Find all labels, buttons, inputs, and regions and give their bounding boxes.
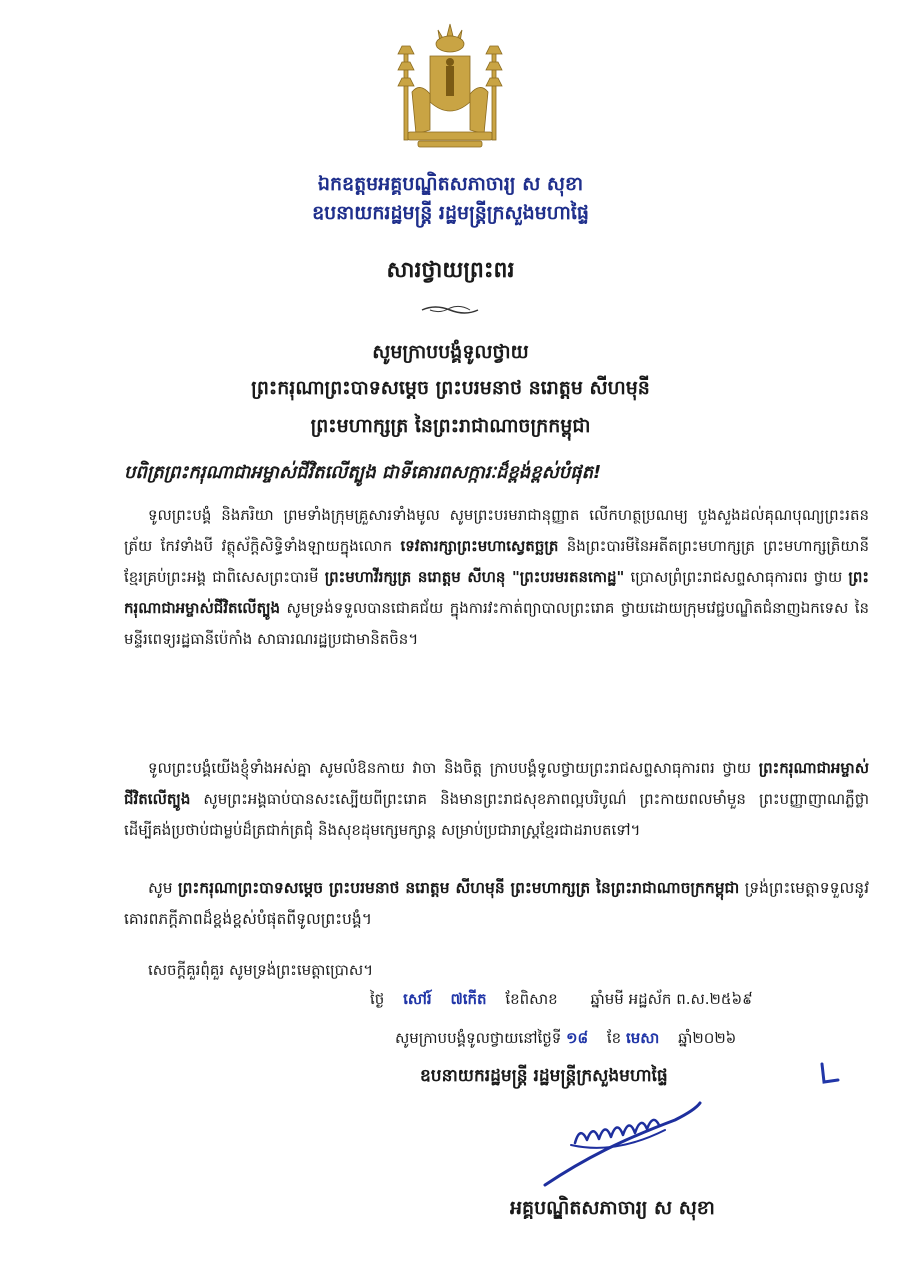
solar-date-month-label: ខែ bbox=[606, 1029, 622, 1047]
initial-mark-icon bbox=[818, 1060, 842, 1088]
lunar-date-year: ឆ្នាំមមី អដ្ឋស័ក ព.ស.២៥៦៩ bbox=[590, 990, 753, 1008]
signer-title: ឧបនាយករដ្ឋមន្ត្រី រដ្ឋមន្ត្រីក្រសួងមហាផ្ទៃ bbox=[420, 1066, 668, 1086]
paragraph-1-text-b: និងព្រះបារមីនៃអតីតព្រះមហាក្សត្រ ព្រះមហាក្សត្រិយានីខ្មែរគ្រប់ព្រះអង្គ ជាពិសេសព្រះបារមី bbox=[124, 537, 869, 586]
paragraph-closing bbox=[124, 955, 869, 986]
header-position: ឧបនាយករដ្ឋមន្ត្រី រដ្ឋមន្ត្រីក្រសួងមហាផ្ទៃ bbox=[312, 202, 589, 224]
document-title: សារថ្វាយព្រះពរ bbox=[386, 258, 515, 283]
addressee-kingdom: ព្រះមហាក្សត្រ នៃព្រះរាជាណាចក្រកម្ពុជា bbox=[310, 415, 591, 437]
paragraph-2 bbox=[124, 753, 869, 846]
solar-date-prefix: សូមក្រាបបង្គំទូលថ្វាយនៅថ្ងៃទី bbox=[395, 1029, 562, 1047]
paragraph-3-bold-a: ព្រះករុណាព្រះបាទសម្ដេច ព្រះបរមនាថ នរោត្តម សីហមុនី ព្រះមហាក្សត្រ នៃព្រះរាជាណាចក្រកម្ពុជា bbox=[178, 879, 740, 897]
salutation-line: សូមក្រាបបង្គំទូលថ្វាយ bbox=[372, 341, 529, 363]
paragraph-1-text-a: ទូលព្រះបង្គំ និងភរិយា ព្រមទាំងក្រុមគ្រួសារទាំងមូល សូមព្រះបរមរាជានុញ្ញាត លើកហត្ថប្រណម្យ បួងសួងដល់គុណបុណ្យព្រះរតនត្រ័យ កែវទាំងបី វត្ថុស័ក្តិសិទ្ធិទាំងឡាយក្នុងលោក bbox=[124, 506, 869, 555]
paragraph-3 bbox=[124, 873, 869, 935]
paragraph-3-text-b: ទ្រង់ព្រះមេត្តាទទួលនូវគោរពភក្ដីភាពដ៏ខ្ពង់ខ្ពស់បំផុតពីទូលព្រះបង្គំ។ bbox=[124, 879, 869, 928]
handwritten-signature bbox=[535, 1095, 705, 1195]
lunar-date-prefix: ថ្ងៃ bbox=[370, 990, 385, 1008]
lunar-date-month: ខែពិសាខ bbox=[505, 990, 558, 1008]
paragraph-3-text-a: សូម bbox=[148, 879, 179, 897]
paragraph-1-text-d: សូមទ្រង់ទទួលបានជោគជ័យ ក្នុងការវះកាត់ព្យាបាលព្រះរោគ ថ្វាយដោយក្រុមវេជ្ជបណ្ឌិតជំនាញឯកទេស នៃមន្ទីរពេទ្យរដ្ឋធានីប៉េកាំង សាធារណរដ្ឋប្រជាមានិតចិន។ bbox=[124, 599, 869, 648]
paragraph-1-text-c: ប្រោសព្រំព្រះរាជសព្ទសាធុការពរ ថ្វាយ bbox=[624, 568, 849, 586]
solar-date-line bbox=[395, 1029, 895, 1051]
paragraph-2-text-a: ទូលព្រះបង្គំយើងខ្ញុំទាំងអស់គ្នា សូមលំឱនកាយ វាចា និងចិត្ត ក្រាបបង្គំទូលថ្វាយព្រះរាជសព្ទសាធុការពរ ថ្វាយ bbox=[148, 759, 759, 777]
addressee-king-title: ព្រះករុណាព្រះបាទសម្ដេច ព្រះបរមនាថ នរោត្តម សីហមុនី bbox=[251, 377, 650, 399]
paragraph-1 bbox=[124, 500, 869, 655]
lunar-date-line bbox=[370, 990, 870, 1012]
solar-date-day: ១៨ bbox=[566, 1029, 589, 1047]
paragraph-1-bold-c: ព្រះករុណាជាអម្ចាស់ជីវិតលើត្បូង bbox=[124, 568, 869, 617]
lunar-date-weekday: សៅរ៍ bbox=[403, 990, 432, 1008]
opening-invocation: បពិត្រព្រះករុណាជាអម្ចាស់ជីវិតលើត្បូង ជាទីគោរពសក្ការៈដ៏ខ្ពង់ខ្ពស់បំផុត! bbox=[124, 462, 602, 483]
paragraph-1-bold-b: ព្រះមហាវីរក្សត្រ នរោត្តម សីហនុ "ព្រះបរមរតនកោដ្ឋ" bbox=[324, 568, 625, 586]
solar-date-month: មេសា bbox=[625, 1029, 660, 1047]
lunar-date-day: ៧កើត bbox=[450, 990, 487, 1008]
solar-date-year: ឆ្នាំ២០២៦ bbox=[678, 1029, 737, 1047]
signer-name: អគ្គបណ្ឌិតសភាចារ្យ ស សុខា bbox=[510, 1197, 715, 1219]
paragraph-2-bold-a: ព្រះករុណាជាអម្ចាស់ជីវិតលើត្បូង bbox=[124, 759, 869, 808]
closing-text: សេចក្តីគួរពុំគួរ សូមទ្រង់ព្រះមេត្តាប្រោស។ bbox=[148, 961, 374, 979]
paragraph-1-bold-a: ទេវតារក្សាព្រះមហាស្វេតច្ឆត្រ bbox=[400, 537, 559, 555]
paragraph-2-text-b: សូមព្រះអង្គធាប់បានសះស្បើយពីព្រះរោគ និងមានព្រះរាជសុខភាពល្អបរិបូណ៌ ព្រះកាយពលមាំមួន ព្រះបញ្ញាញាណភ្លឺថ្លា ដើម្បីគង់ប្រថាប់ជាម្លប់ដ៏ត្រជាក់ត្រជុំ និងសុខដុមក្សេមក្សាន្ត សម្រាប់ប្រជារាស្ត្រខ្មែរជាដរាបតទៅ។ bbox=[124, 790, 869, 839]
header-honorific-name: ឯកឧត្តមអគ្គបណ្ឌិតសភាចារ្យ ស សុខា bbox=[317, 173, 584, 195]
royal-coat-of-arms-emblem bbox=[390, 22, 510, 157]
ornament-divider-icon bbox=[420, 302, 480, 316]
